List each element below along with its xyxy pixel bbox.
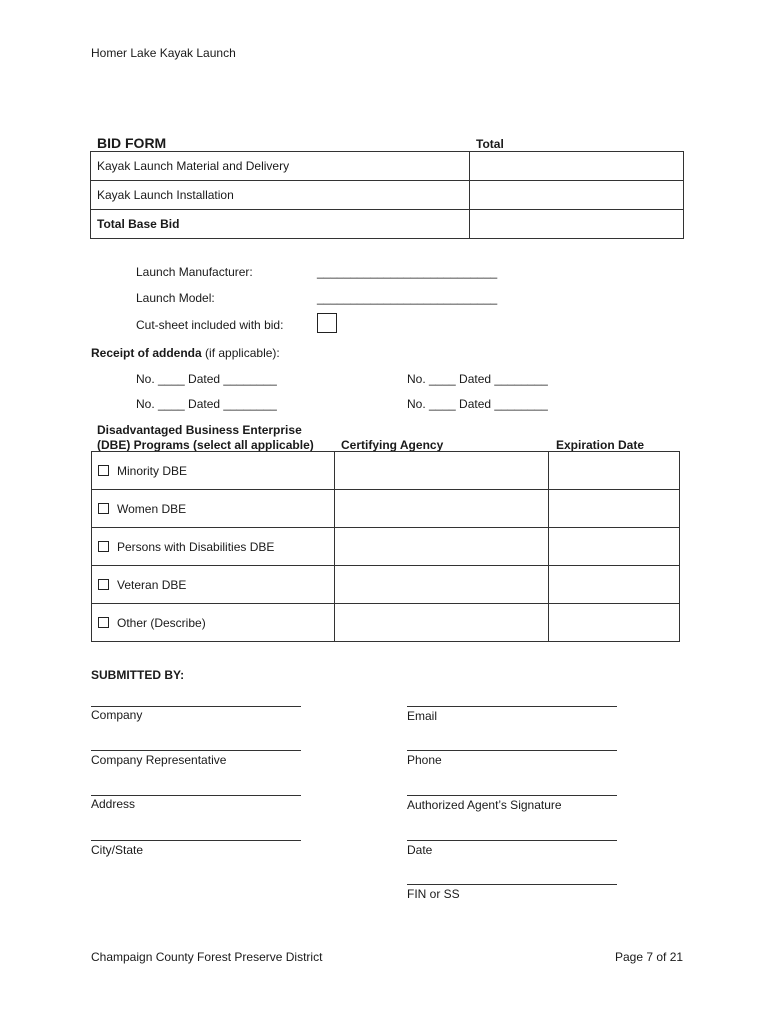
city-state-label: City/State <box>91 843 144 857</box>
bid-item-label: Kayak Launch Material and Delivery <box>91 152 470 181</box>
bid-total-cell[interactable] <box>470 210 684 239</box>
submitted-by-heading: SUBMITTED BY: <box>91 668 185 682</box>
bid-table <box>90 151 684 239</box>
document-header-title: Homer Lake Kayak Launch <box>91 46 236 60</box>
addenda-entry[interactable]: No. ____ Dated ________ <box>407 372 548 386</box>
expiration-date-cell[interactable] <box>549 490 680 528</box>
table-row <box>91 210 684 239</box>
dbe-table <box>91 451 680 642</box>
table-row <box>91 181 684 210</box>
expiration-date-header: Expiration Date <box>556 438 645 452</box>
bid-item-label: Kayak Launch Installation <box>91 181 470 210</box>
dbe-option[interactable]: Minority DBE <box>92 452 335 490</box>
date-label: Date <box>407 843 433 857</box>
addenda-entry[interactable]: No. ____ Dated ________ <box>136 372 277 386</box>
launch-manufacturer-field[interactable]: ___________________________ <box>317 265 498 279</box>
total-base-bid-label: Total Base Bid <box>91 210 470 239</box>
dbe-option[interactable]: Women DBE <box>92 490 335 528</box>
dbe-option[interactable]: Other (Describe) <box>92 604 335 642</box>
company-representative-label: Company Representative <box>91 753 227 767</box>
fin-ss-line[interactable] <box>407 884 617 885</box>
footer-organization: Champaign County Forest Preserve District <box>91 950 323 964</box>
certifying-agency-header: Certifying Agency <box>341 438 444 452</box>
authorized-signature-line[interactable] <box>407 795 617 796</box>
expiration-date-cell[interactable] <box>549 452 680 490</box>
addenda-entry[interactable]: No. ____ Dated ________ <box>407 397 548 411</box>
address-label: Address <box>91 797 136 811</box>
table-row <box>92 566 680 604</box>
certifying-agency-cell[interactable] <box>334 566 549 604</box>
bid-total-cell[interactable] <box>470 152 684 181</box>
launch-model-label: Launch Model: <box>136 291 215 305</box>
table-row <box>92 528 680 566</box>
launch-manufacturer-label: Launch Manufacturer: <box>136 265 253 279</box>
certifying-agency-cell[interactable] <box>334 490 549 528</box>
checkbox-icon[interactable] <box>98 465 109 476</box>
authorized-signature-label: Authorized Agent’s Signature <box>407 798 562 812</box>
email-label: Email <box>407 709 438 723</box>
checkbox-icon[interactable] <box>98 541 109 552</box>
table-row <box>92 490 680 528</box>
email-line[interactable] <box>407 706 617 707</box>
checkbox-icon[interactable] <box>98 503 109 514</box>
address-line[interactable] <box>91 795 301 796</box>
company-label: Company <box>91 708 143 722</box>
fin-ss-label: FIN or SS <box>407 887 460 901</box>
addenda-label: Receipt of addenda (if applicable): <box>91 346 280 360</box>
city-state-line[interactable] <box>91 840 301 841</box>
dbe-option[interactable]: Persons with Disabilities DBE <box>92 528 335 566</box>
addenda-entry[interactable]: No. ____ Dated ________ <box>136 397 277 411</box>
company-representative-line[interactable] <box>91 750 301 751</box>
certifying-agency-cell[interactable] <box>334 528 549 566</box>
expiration-date-cell[interactable] <box>549 604 680 642</box>
launch-model-field[interactable]: ___________________________ <box>317 291 498 305</box>
cutsheet-label: Cut-sheet included with bid: <box>136 318 284 332</box>
checkbox-icon[interactable] <box>98 579 109 590</box>
company-line[interactable] <box>91 706 301 707</box>
cutsheet-checkbox[interactable] <box>317 313 337 333</box>
date-line[interactable] <box>407 840 617 841</box>
certifying-agency-cell[interactable] <box>334 452 549 490</box>
expiration-date-cell[interactable] <box>549 566 680 604</box>
expiration-date-cell[interactable] <box>549 528 680 566</box>
phone-label: Phone <box>407 753 442 767</box>
dbe-option[interactable]: Veteran DBE <box>92 566 335 604</box>
table-row <box>92 452 680 490</box>
table-row <box>91 152 684 181</box>
checkbox-icon[interactable] <box>98 617 109 628</box>
dbe-header-line1: Disadvantaged Business Enterprise <box>97 423 302 437</box>
footer-page-number: Page 7 of 21 <box>615 950 684 964</box>
phone-line[interactable] <box>407 750 617 751</box>
dbe-header-line2: (DBE) Programs (select all applicable) <box>97 438 314 452</box>
table-row <box>92 604 680 642</box>
bid-total-cell[interactable] <box>470 181 684 210</box>
certifying-agency-cell[interactable] <box>334 604 549 642</box>
total-column-header: Total <box>476 137 504 151</box>
bid-form-title: BID FORM <box>97 135 167 151</box>
